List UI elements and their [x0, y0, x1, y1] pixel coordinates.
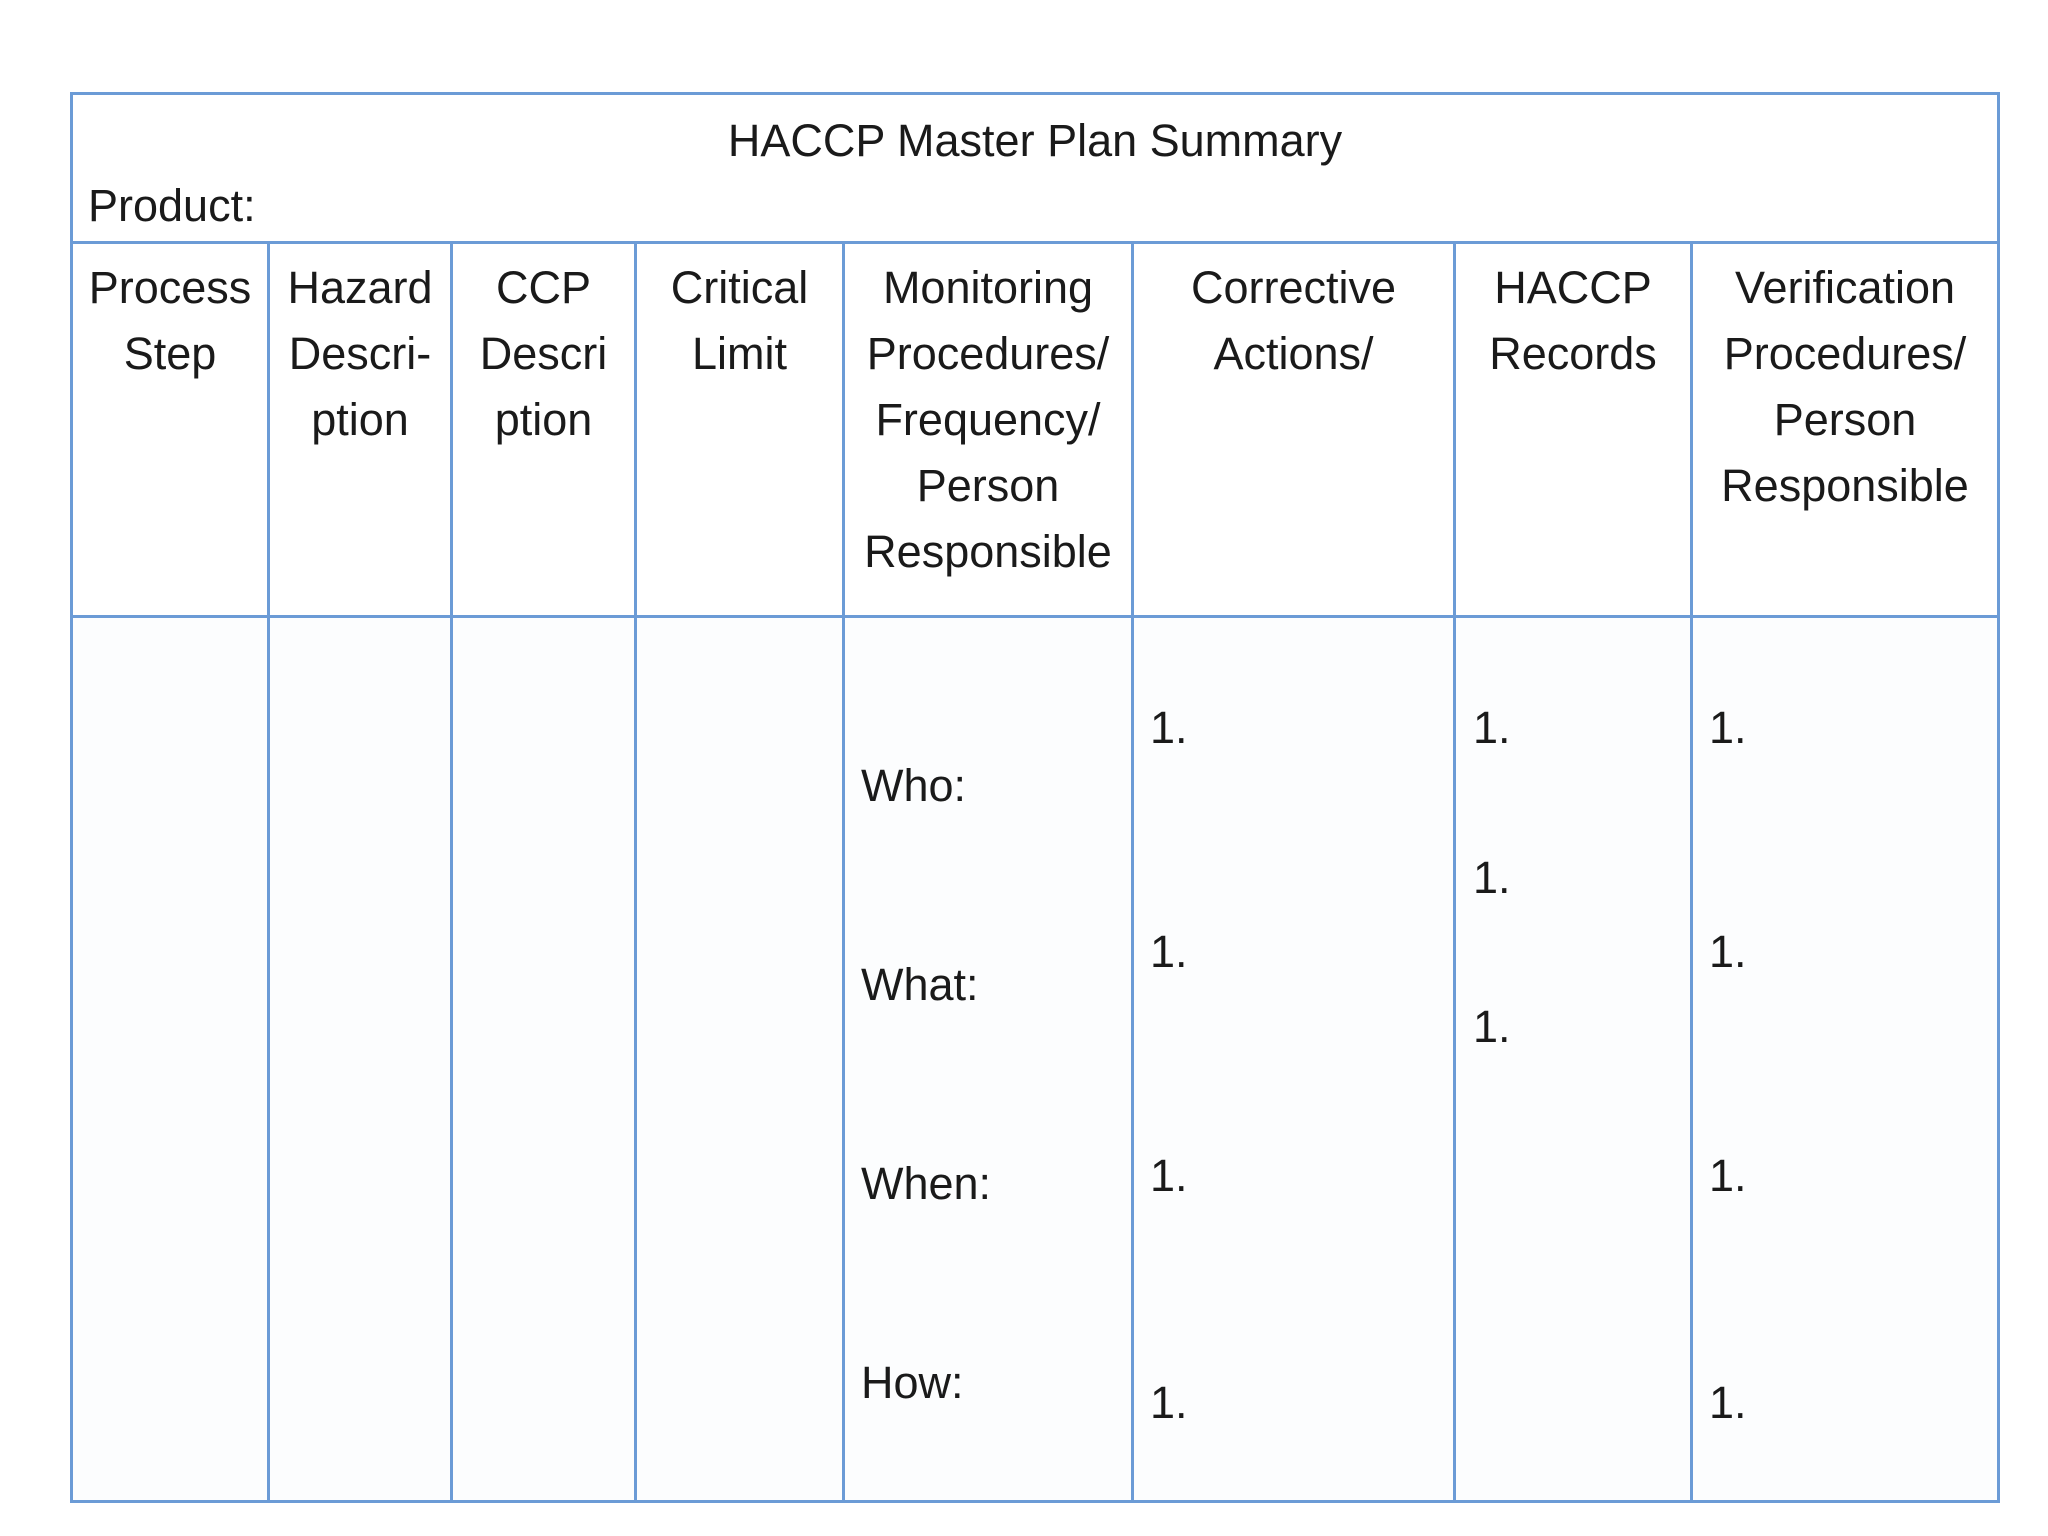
header-haccp-records [1456, 255, 1690, 387]
header-line: Responsible [864, 526, 1112, 577]
header-line: Descri [479, 328, 608, 379]
header-ccp-description [453, 255, 634, 453]
title-row [73, 95, 1997, 244]
header-divider [73, 615, 1997, 618]
corrective-item: 1. [1150, 702, 1188, 753]
header-line: Person [916, 460, 1060, 511]
column-divider [634, 244, 637, 1500]
records-item: 1. [1473, 852, 1511, 903]
header-line: Frequency/ [875, 394, 1101, 445]
corrective-item: 1. [1150, 1150, 1188, 1201]
header-line: Verification [1734, 262, 1956, 313]
column-divider [1453, 244, 1456, 1500]
monitoring-when-label: When: [861, 1158, 992, 1209]
header-line: ption [311, 394, 409, 445]
header-line: ption [494, 394, 593, 445]
header-monitoring [845, 255, 1131, 585]
header-line: Hazard [287, 262, 433, 313]
header-line: Process [88, 262, 252, 313]
header-line: Procedures/ [866, 328, 1110, 379]
header-process-step [73, 255, 267, 387]
header-line: CCP [495, 262, 591, 313]
monitoring-how-label: How: [861, 1357, 964, 1408]
header-verification [1693, 255, 1997, 519]
header-line: Corrective [1190, 262, 1397, 313]
monitoring-who-label: Who: [861, 760, 967, 811]
header-line: HACCP [1494, 262, 1652, 313]
header-line: Actions/ [1213, 328, 1374, 379]
column-divider [1131, 244, 1134, 1500]
haccp-plan-table [70, 92, 2000, 1503]
header-line: Limit [691, 328, 787, 379]
header-line: Monitoring [882, 262, 1094, 313]
verification-item: 1. [1709, 926, 1747, 977]
product-label: Product: [88, 180, 256, 231]
header-hazard-description [270, 255, 450, 453]
header-line: Person [1773, 394, 1917, 445]
header-critical-limit [637, 255, 842, 387]
monitoring-what-label: What: [861, 959, 979, 1010]
header-corrective-actions [1134, 255, 1453, 387]
page-title: HACCP Master Plan Summary [727, 115, 1343, 166]
header-line: Records [1489, 328, 1657, 379]
records-item: 1. [1473, 1001, 1511, 1052]
verification-item: 1. [1709, 1150, 1747, 1201]
corrective-item: 1. [1150, 926, 1188, 977]
header-line: Procedures/ [1723, 328, 1967, 379]
verification-item: 1. [1709, 702, 1747, 753]
header-line: Responsible [1721, 460, 1969, 511]
verification-item: 1. [1709, 1377, 1747, 1428]
header-line: Descri- [288, 328, 432, 379]
header-line: Step [123, 328, 217, 379]
corrective-item: 1. [1150, 1377, 1188, 1428]
header-line: Critical [670, 262, 809, 313]
records-item: 1. [1473, 702, 1511, 753]
